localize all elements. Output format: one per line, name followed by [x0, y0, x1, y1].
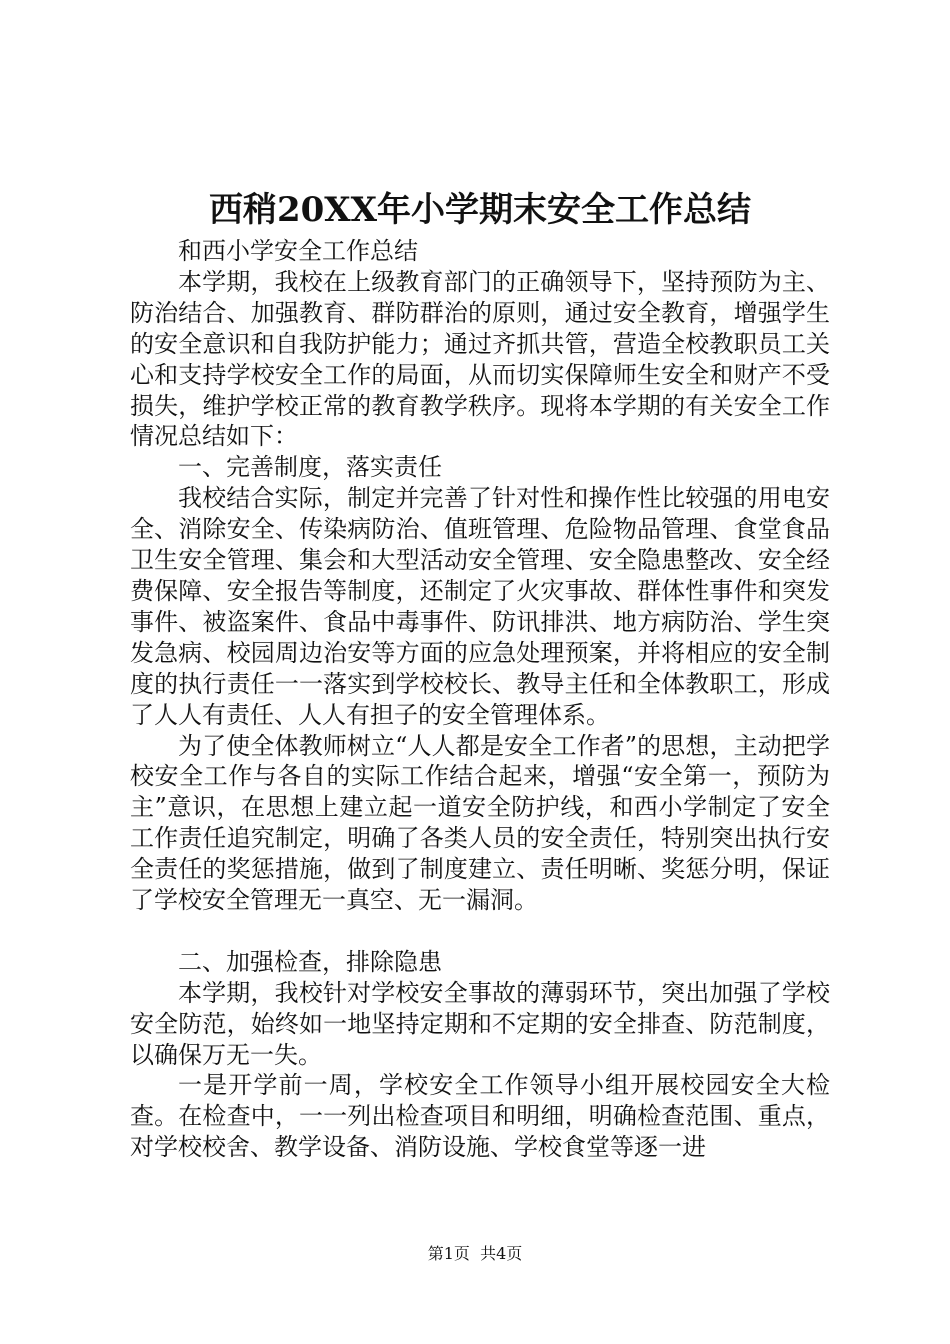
document-body [130, 236, 830, 1163]
page-footer [0, 1242, 950, 1266]
section-heading-2: 二、加强检查，排除隐患 [178, 947, 442, 976]
paragraph-first-check: 一是开学前一周，学校安全工作领导小组开展校园安全大检查。在检查中，一一列出检查项目和明细，明确检查范围、重点，对学校校舍、教学设备、消防设施、学校食堂等逐一进 [130, 1071, 830, 1162]
paragraph-rules: 我校结合实际，制定并完善了针对性和操作性比较强的用电安全、消除安全、传染病防治、值班管理、危险物品管理、食堂食品卫生安全管理、集会和大型活动安全管理、安全隐患整改、安全经费保障、安全报告等制度，还制定了火灾事故、群体性事件和突发事件、被盗案件、食品中毒事件、防讯排洪、地方病防治、学生突发急病、校园周边治安等方面的应急处理预案，并将相应的安全制度的执行责任一一落实到学校校长、教导主任和全体教职工，形成了人人有责任、人人有担子的安全管理体系。 [130, 484, 830, 729]
page-total: 共4页 [480, 1244, 523, 1263]
paragraph-inspection: 本学期，我校针对学校安全事故的薄弱环节，突出加强了学校安全防范，始终如一地坚持定期和不定期的安全排查、防范制度，以确保万无一失。 [130, 978, 830, 1069]
paragraph-responsibility: 为了使全体教师树立“人人都是安全工作者”的思想，主动把学校安全工作与各自的实际工作结合起来，增强“安全第一，预防为主”意识，在思想上建立起一道安全防护线，和西小学制定了安全工作责任追究制定，明确了各类人员的安全责任，特别突出执行安全责任的奖惩措施，做到了制度建立、责任明晰、奖惩分明，保证了学校安全管理无一真空、无一漏洞。 [130, 731, 830, 915]
section-heading-1: 一、完善制度，落实责任 [178, 453, 442, 482]
paragraph-school-heading: 和西小学安全工作总结 [178, 237, 418, 265]
document-title: 西稍20XX年小学期末安全工作总结 [208, 190, 752, 230]
paragraph-intro: 本学期，我校在上级教育部门的正确领导下，坚持预防为主、防治结合、加强教育、群防群治的原则，通过安全教育，增强学生的安全意识和自我防护能力；通过齐抓共管，营造全校教职员工关心和支持学校安全工作的局面，从而切实保障师生安全和财产不受损失，维护学校正常的教育教学秩序。现将本学期的有关安全工作情况总结如下： [130, 267, 830, 451]
page-number: 第1页 [427, 1244, 470, 1263]
